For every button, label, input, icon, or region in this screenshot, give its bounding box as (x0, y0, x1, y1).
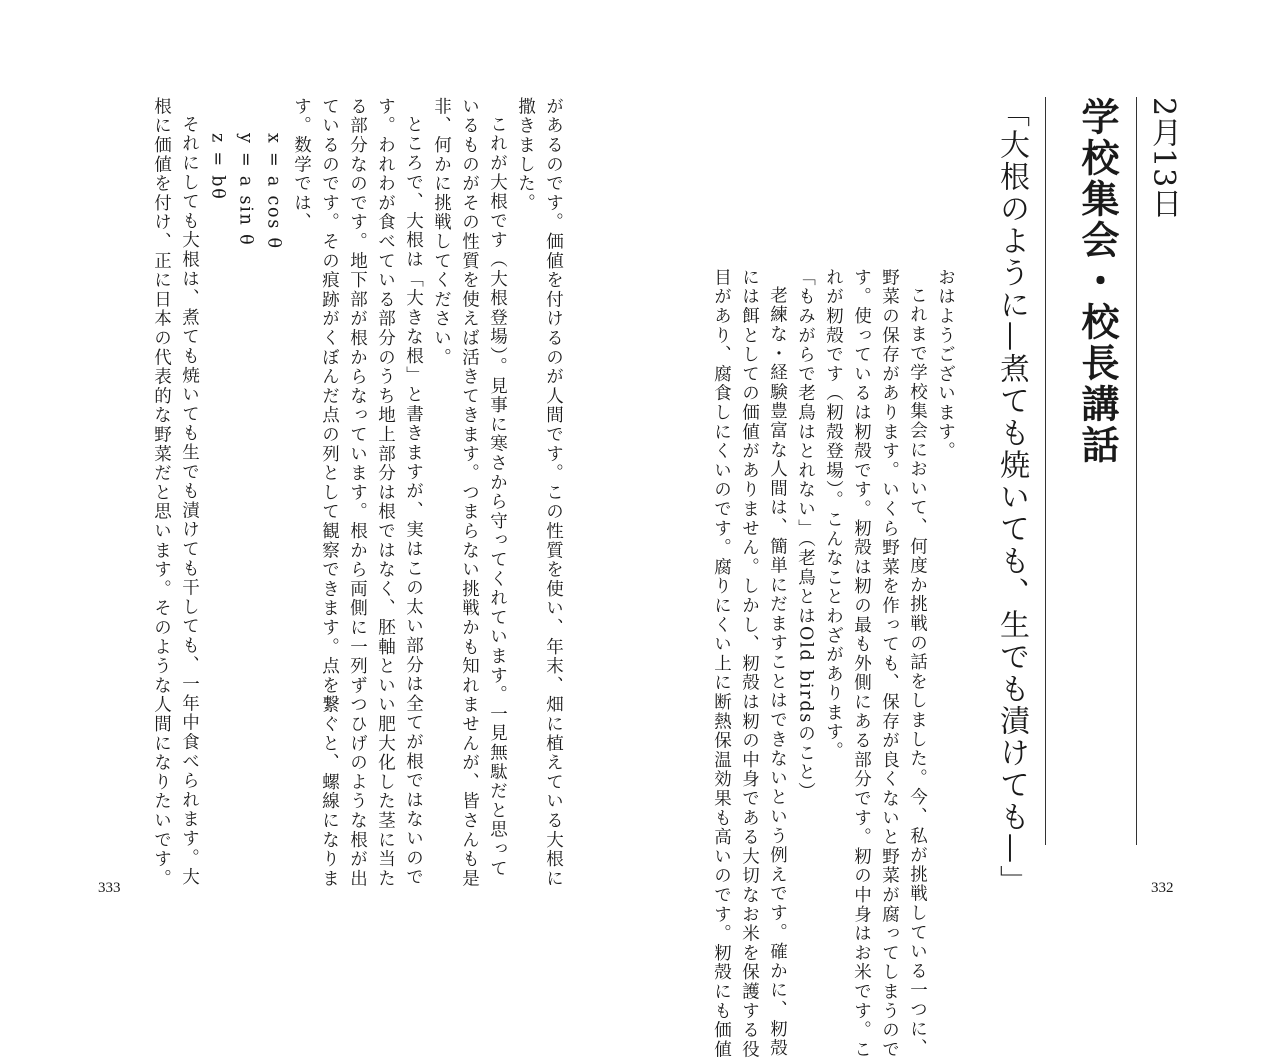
page-number: 333 (98, 880, 121, 896)
body-line: これが大根です（大根登場）。見事に寒さから守ってくれています。一見無駄だと思って (487, 115, 508, 879)
date-heading: 2月13日 (1146, 97, 1181, 220)
body-line: 根に価値を付け、正に日本の代表的な野菜だと思います。そのような人間になりたいです。 (151, 97, 172, 889)
divider-rule (1045, 97, 1046, 845)
speech-title: 「大根のように—煮ても焼いても、生でも漬けても—」 (994, 97, 1029, 897)
body-line: これまで学校集会において、何度か挑戦の話をしました。今、私が挑戦している一つに、 (907, 286, 928, 1058)
body-line: 野菜の保存があります。いくら野菜を作っても、保存が良くないと野菜が腐ってしまうので (879, 268, 900, 1059)
body-line: おはようございます。 (935, 268, 956, 461)
body-line: 非、何かに挑戦してください。 (431, 97, 452, 368)
formula-line: x = a cos θ (263, 133, 284, 250)
body-line: 目があり、腐食しにくいのです。腐りにくい上に断熱保温効果も高いのです。籾殻にも価値 (711, 268, 732, 1059)
formula-line: z = bθ (207, 133, 228, 201)
body-line: す。われわが食べている部分のうち地上部分は根ではなく、胚軸といい肥大化した茎に当た (375, 97, 396, 889)
left-page (0, 0, 640, 946)
body-line: いるものがその性質を使えば活きてきます。つまらない挑戦かも知れませんが、皆さんも是 (459, 97, 480, 889)
right-page (640, 0, 1280, 1059)
body-line: 撒きました。 (515, 97, 536, 213)
body-line: があるのです。価値を付けるのが人間です。この性質を使い、年末、畑に植えている大根に (543, 97, 564, 889)
formula-line: y = a sin θ (235, 133, 256, 247)
event-title: 学校集会・校長講話 (1075, 97, 1120, 466)
body-line: す。数学では、 (291, 97, 312, 233)
page-number: 332 (1151, 880, 1174, 896)
body-line: れが籾殻です（籾殻登場）。こんなことわざがあります。 (823, 268, 844, 762)
body-line: ているのです。その痕跡がくぼんだ点の列として観察できます。点を繋ぐと、螺線になりま (319, 97, 340, 889)
body-line: には餌としての価値がありません。しかし、籾殻は籾の中身である大切なお米を保護する役 (739, 268, 760, 1059)
body-line: それにしても大根は、煮ても焼いても生でも漬けても干しても、一年中食べられます。大 (179, 115, 200, 887)
body-line: 「もみがらで老鳥はとれない」（老鳥とはOld birdsのこと） (795, 268, 816, 802)
body-line: る部分なのです。地下部が根からなっています。根から両側に一列ずつひげのような根が出 (347, 97, 368, 889)
body-line: ところで、大根は「大きな根」と書きますが、実はこの太い部分は全てが根ではないので (403, 115, 424, 887)
body-line: す。使っているは籾殻です。籾殻は籾の最も外側にある部分です。籾の中身はお米です。こ (851, 268, 872, 1059)
divider-rule (1136, 97, 1137, 845)
body-line: 老練な・経験豊富な人間は、簡単にだますことはできないという例えです。確かに、籾殻 (767, 286, 788, 1058)
